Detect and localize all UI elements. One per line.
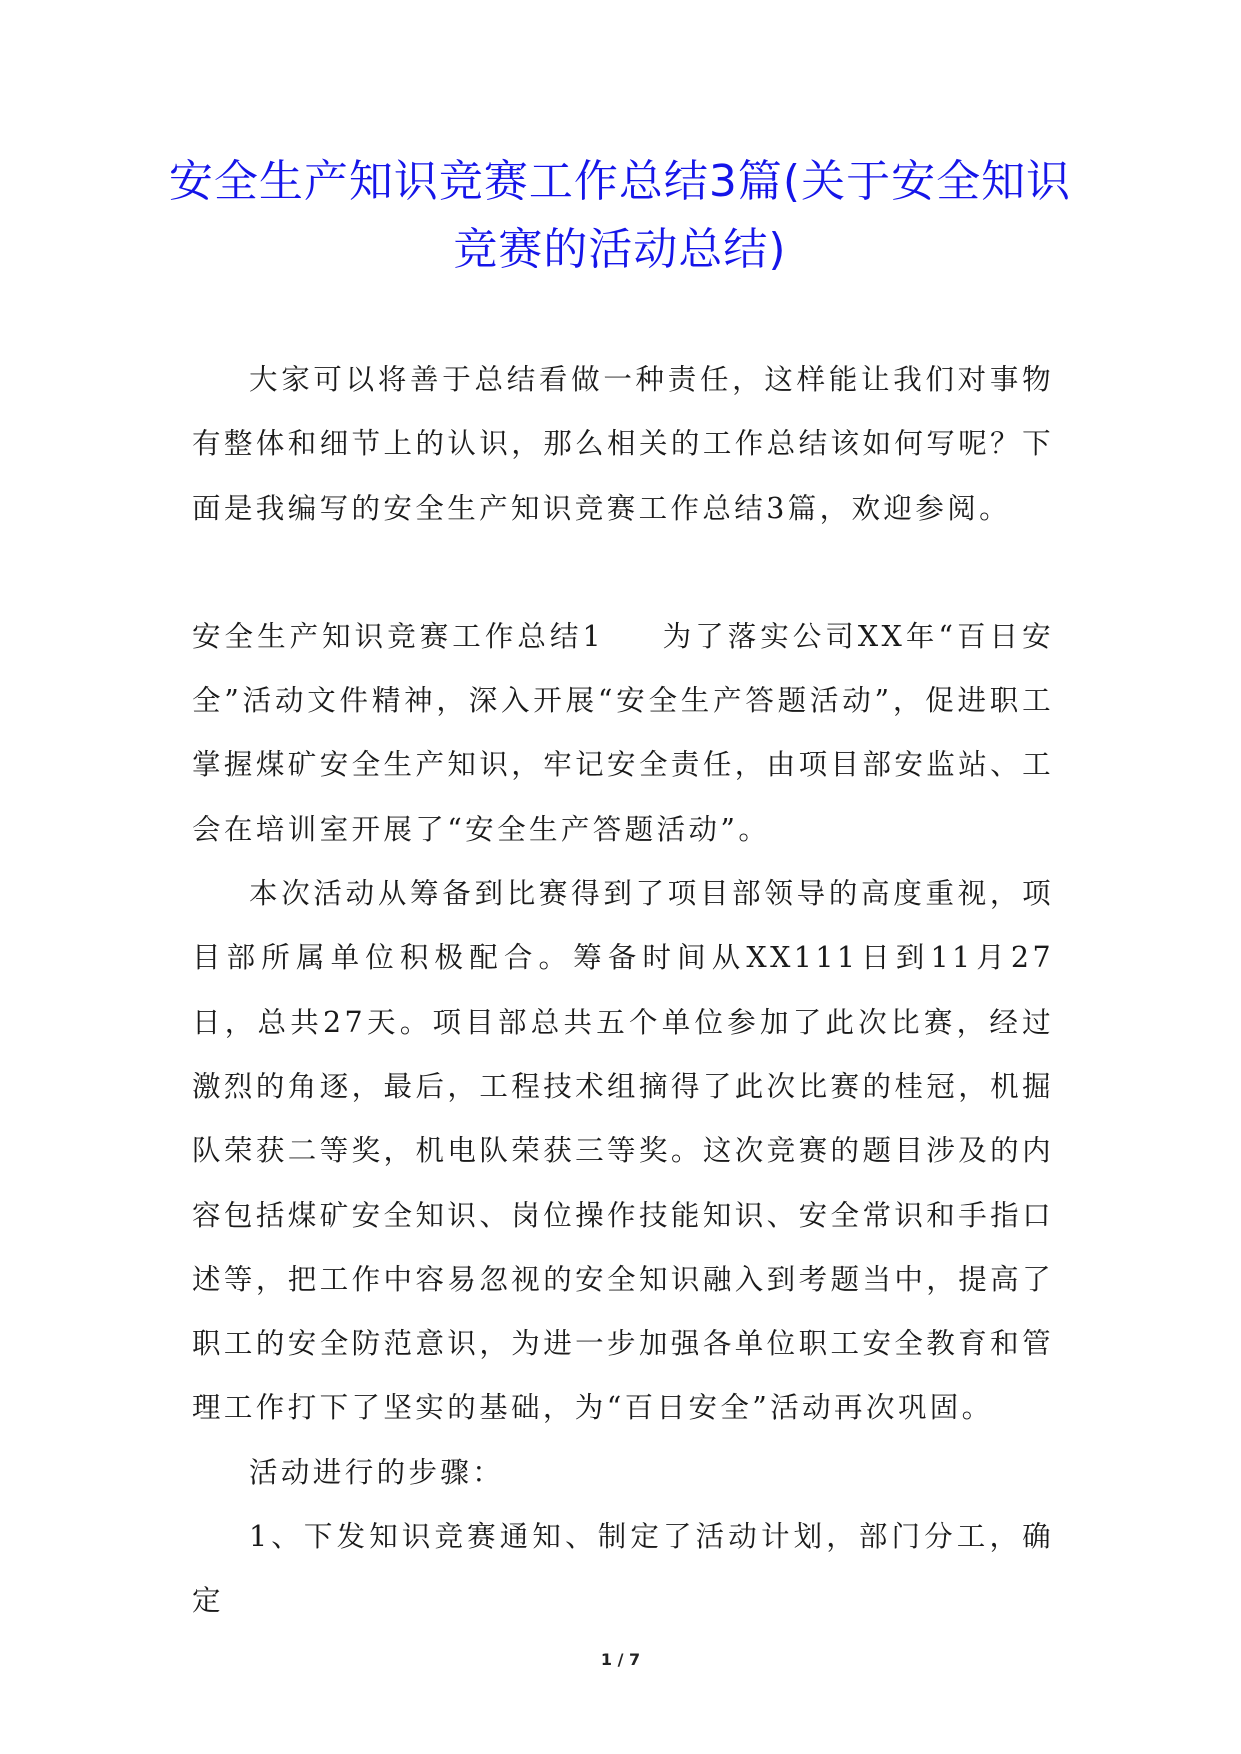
section1-paragraph-4: 1、下发知识竞赛通知、制定了活动计划，部门分工，确定	[192, 1520, 1054, 1618]
section1-paragraph-2: 本次活动从筹备到比赛得到了项目部领导的高度重视，项目部所属单位积极配合。筹备时间从XX111日到11月27日，总共27天。项目部总共五个单位参加了此次比赛，经过激烈的角逐，最后，工程技术组摘得了此次比赛的桂冠，机掘队荣获二等奖，机电队荣获三等奖。这次竞赛的题目涉及的内容包括煤矿安全知识、岗位操作技能知识、安全常识和手指口述等，把工作中容易忽视的安全知识融入到考题当中，提高了职工的安全防范意识，为进一步加强各单位职工安全教育和管理工作打下了坚实的基础，为“百日安全”活动再次巩固。	[192, 877, 1054, 1425]
document-body	[192, 348, 1054, 1634]
page-number: 1 / 7	[600, 1650, 641, 1669]
section1-first-paragraph	[192, 605, 1054, 862]
paragraph-gap	[192, 541, 1054, 605]
section1-heading: 安全生产知识竞赛工作总结1	[192, 619, 604, 653]
section1-paragraph-3: 活动进行的步骤：	[249, 1455, 505, 1489]
intro-paragraph: 大家可以将善于总结看做一种责任，这样能让我们对事物有整体和细节上的认识，那么相关的工作总结该如何写呢？下面是我编写的安全生产知识竞赛工作总结3篇，欢迎参阅。	[192, 363, 1054, 525]
section1-paragraph-1: 为了落实公司XX年“百日安全”活动文件精神，深入开展“安全生产答题活动”，促进职工掌握煤矿安全生产知识，牢记安全责任，由项目部安监站、工会在培训室开展了“安全生产答题活动”。	[192, 619, 1054, 846]
document-title: 安全生产知识竞赛工作总结3篇(关于安全知识竞赛的活动总结)	[168, 156, 1072, 275]
